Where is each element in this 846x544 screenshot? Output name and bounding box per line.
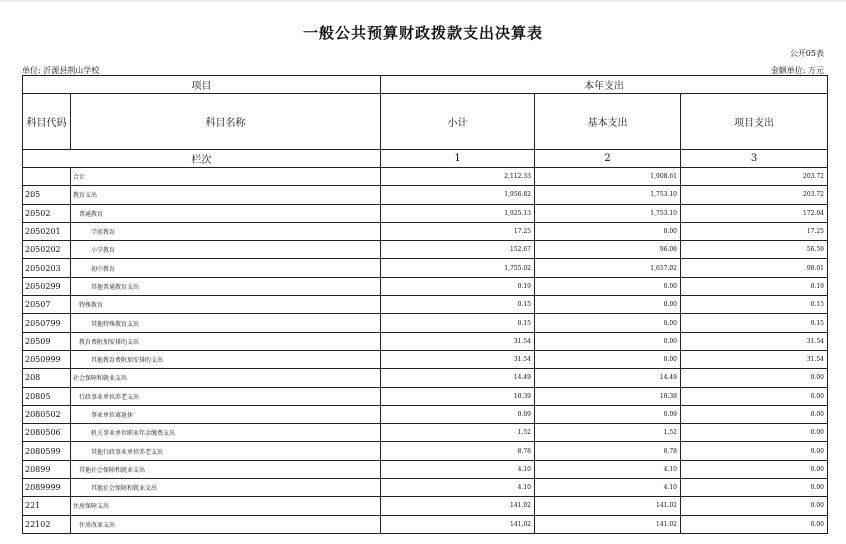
row-basic: 8.78 [535,442,681,460]
row-subtotal: 0.15 [381,296,535,314]
row-code: 2050299 [23,277,71,295]
row-code: 205 [23,186,71,204]
row-basic: 10.39 [535,387,681,405]
row-name: 其他特殊教育支出 [71,314,381,332]
row-code: 20502 [23,204,71,222]
table-row [23,241,828,259]
row-subtotal: 8.78 [381,442,535,460]
header-current-year: 本年支出 [381,76,828,94]
table-row [23,369,828,387]
header-row-1 [23,76,828,94]
row-project: 98.01 [681,259,828,277]
header-col3: 3 [681,150,828,168]
row-project: 0.00 [681,442,828,460]
table-row [23,332,828,350]
row-basic: 1.52 [535,424,681,442]
row-basic: 1,753.10 [535,204,681,222]
row-subtotal: 152.67 [381,241,535,259]
row-subtotal: 1.52 [381,424,535,442]
row-subtotal: 0.15 [381,314,535,332]
row-basic: 1,753.10 [535,186,681,204]
row-subtotal: 141.02 [381,497,535,515]
row-code: 2050201 [23,222,71,240]
row-name: 教育支出 [71,186,381,204]
header-row-3 [23,150,828,168]
header-subtotal: 小计 [381,94,535,150]
header-row-2 [23,94,828,150]
row-project: 0.00 [681,479,828,497]
top-shadow [0,0,846,3]
row-code: 2080599 [23,442,71,460]
header-col2: 2 [535,150,681,168]
row-name: 普通教育 [71,204,381,222]
amount-unit: 金额单位: 万元 [770,66,824,75]
row-basic: 4.10 [535,460,681,478]
row-name: 社会保障和就业支出 [71,369,381,387]
row-basic: 96.08 [535,241,681,259]
header-name: 科目名称 [71,94,381,150]
row-basic: 0.09 [535,405,681,423]
report-title: 一般公共预算财政拨款支出决算表 [302,24,543,42]
row-name: 教育费附加安排的支出 [71,332,381,350]
table-row [23,350,828,368]
row-project: 172.04 [681,204,828,222]
row-basic: 0.00 [535,350,681,368]
row-subtotal: 0.19 [381,277,535,295]
row-basic: 0.00 [535,222,681,240]
row-code: 20805 [23,387,71,405]
row-project: 31.54 [681,350,828,368]
row-subtotal: 17.25 [381,222,535,240]
row-subtotal: 31.54 [381,332,535,350]
row-name: 初中教育 [71,259,381,277]
row-code: 20509 [23,332,71,350]
table-row [23,168,828,186]
row-code: 2050203 [23,259,71,277]
row-code: 2089999 [23,479,71,497]
row-project: 0.00 [681,369,828,387]
row-basic: 1,908.61 [535,168,681,186]
header-project: 项目 [23,76,381,94]
table-row [23,424,828,442]
row-subtotal: 1,925.13 [381,204,535,222]
row-basic: 14.49 [535,369,681,387]
row-code: 20507 [23,296,71,314]
row-name: 特殊教育 [71,296,381,314]
row-name: 其他普通教育支出 [71,277,381,295]
expenditure-table [22,75,828,534]
row-code: 2050999 [23,350,71,368]
unit-name: 单位: 沂源县荆山学校 [22,66,100,75]
row-project: 17.25 [681,222,828,240]
header-code: 科目代码 [23,94,71,150]
row-name: 机关事业单位职业年金缴费支出 [71,424,381,442]
row-subtotal: 141.02 [381,515,535,533]
row-name: 小学教育 [71,241,381,259]
row-project: 56.59 [681,241,828,259]
table-row [23,204,828,222]
row-code: 20899 [23,460,71,478]
row-project: 0.00 [681,387,828,405]
table-row [23,296,828,314]
row-basic: 141.02 [535,497,681,515]
row-subtotal: 10.39 [381,387,535,405]
table-row [23,479,828,497]
row-name: 其他教育费附加安排的支出 [71,350,381,368]
table-row [23,497,828,515]
table-row [23,222,828,240]
row-basic: 4.10 [535,479,681,497]
row-subtotal: 1,755.02 [381,259,535,277]
header-project-exp: 项目支出 [681,94,828,150]
row-name: 住房改革支出 [71,515,381,533]
form-number: 公开05表 [789,49,824,58]
table-row [23,405,828,423]
row-code [23,168,71,186]
row-name: 学前教育 [71,222,381,240]
row-name: 其他社会保障和就业支出 [71,460,381,478]
row-code: 2080502 [23,405,71,423]
row-basic: 0.00 [535,332,681,350]
row-basic: 0.00 [535,314,681,332]
row-subtotal: 4.10 [381,460,535,478]
row-basic: 0.00 [535,277,681,295]
header-col1: 1 [381,150,535,168]
row-basic: 141.02 [535,515,681,533]
row-project: 203.72 [681,186,828,204]
table-row [23,277,828,295]
row-subtotal: 31.54 [381,350,535,368]
row-name: 行政事业单位养老支出 [71,387,381,405]
row-subtotal: 4.10 [381,479,535,497]
row-name: 其他行政事业单位养老支出 [71,442,381,460]
row-name: 其他社会保障和就业支出 [71,479,381,497]
row-code: 2050799 [23,314,71,332]
row-project: 0.00 [681,424,828,442]
row-name: 住房保障支出 [71,497,381,515]
row-basic: 0.00 [535,296,681,314]
row-subtotal: 2,112.33 [381,168,535,186]
row-project: 203.72 [681,168,828,186]
row-basic: 1,657.02 [535,259,681,277]
row-project: 0.15 [681,314,828,332]
row-name: 事业单位离退休 [71,405,381,423]
table-row [23,387,828,405]
row-project: 0.00 [681,460,828,478]
row-subtotal: 14.49 [381,369,535,387]
row-subtotal: 1,956.82 [381,186,535,204]
table-row [23,314,828,332]
header-basic: 基本支出 [535,94,681,150]
row-code: 208 [23,369,71,387]
table-row [23,186,828,204]
row-subtotal: 0.09 [381,405,535,423]
row-project: 0.19 [681,277,828,295]
table-row [23,442,828,460]
row-name: 合计 [71,168,381,186]
header-column-no: 栏次 [23,150,381,168]
row-code: 22102 [23,515,71,533]
row-project: 0.15 [681,296,828,314]
row-project: 31.54 [681,332,828,350]
table-row [23,460,828,478]
table-row [23,259,828,277]
row-project: 0.00 [681,515,828,533]
row-project: 0.00 [681,405,828,423]
row-code: 2080506 [23,424,71,442]
row-code: 221 [23,497,71,515]
row-project: 0.00 [681,497,828,515]
row-code: 2050202 [23,241,71,259]
table-row [23,515,828,533]
